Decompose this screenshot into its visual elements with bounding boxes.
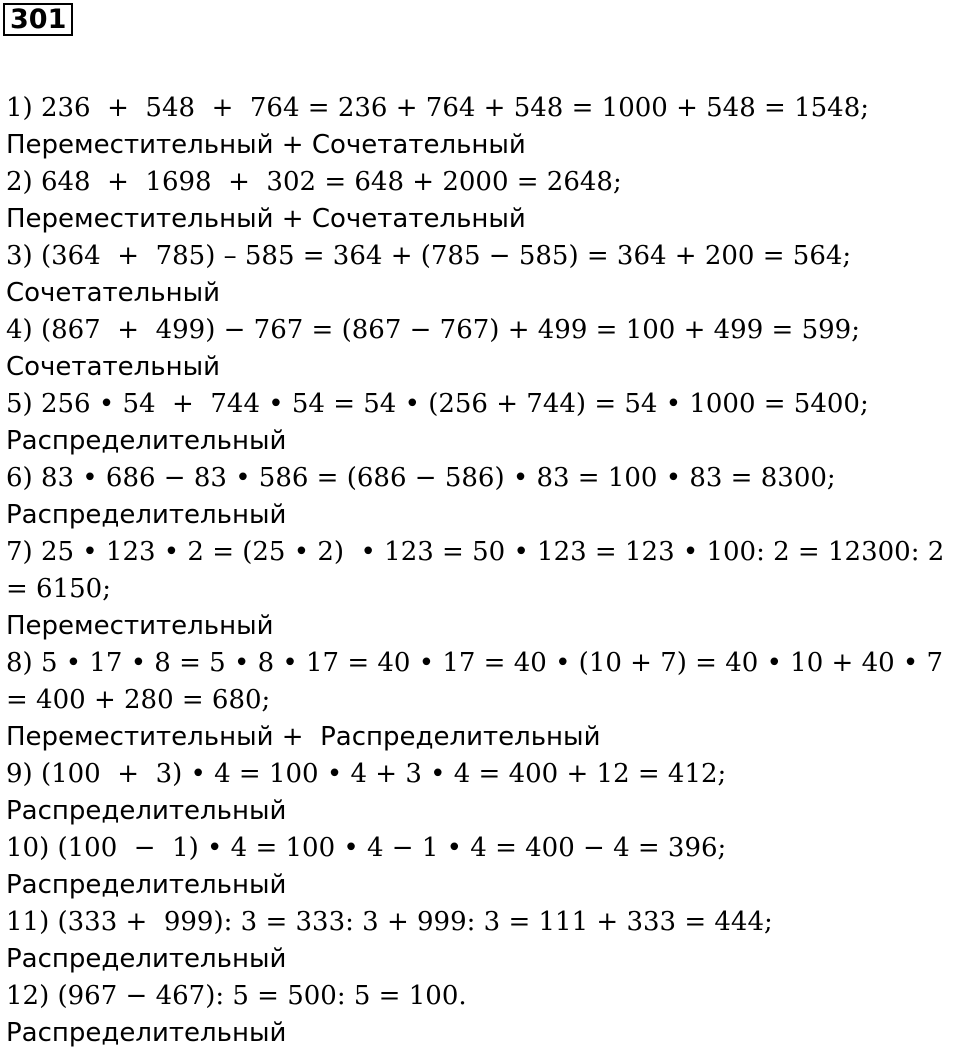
equation-line: 9) (100 + 3) • 4 = 100 • 4 + 3 • 4 = 400 + 12 = 412;: [6, 759, 727, 789]
equation-line: 6) 83 • 686 − 83 • 586 = (686 − 586) • 83 = 100 • 83 = 8300;: [6, 463, 836, 493]
equation-line: = 400 + 280 = 680;: [6, 685, 271, 715]
equation-line: 7) 25 • 123 • 2 = (25 • 2) • 123 = 50 • 123 = 123 • 100: 2 = 12300: 2: [6, 537, 945, 567]
property-label: Сочетательный: [6, 278, 221, 308]
equation-line: 10) (100 − 1) • 4 = 100 • 4 − 1 • 4 = 400 − 4 = 396;: [6, 833, 727, 863]
property-label: Распределительный: [6, 1018, 287, 1048]
equation-line: 5) 256 • 54 + 744 • 54 = 54 • (256 + 744) = 54 • 1000 = 5400;: [6, 389, 869, 419]
equation-line: 11) (333 + 999): 3 = 333: 3 + 999: 3 = 111 + 333 = 444;: [6, 907, 773, 937]
equation-line: 8) 5 • 17 • 8 = 5 • 8 • 17 = 40 • 17 = 40 • (10 + 7) = 40 • 10 + 40 • 7: [6, 648, 944, 678]
property-label: Переместительный + Сочетательный: [6, 204, 526, 234]
equation-line: 12) (967 − 467): 5 = 500: 5 = 100.: [6, 981, 467, 1011]
equation-line: 4) (867 + 499) − 767 = (867 − 767) + 499 = 100 + 499 = 599;: [6, 315, 860, 345]
equation-line: 2) 648 + 1698 + 302 = 648 + 2000 = 2648;: [6, 167, 622, 197]
property-label: Распределительный: [6, 870, 287, 900]
property-label: Распределительный: [6, 944, 287, 974]
solution-text: [6, 90, 960, 1052]
property-label: Переместительный: [6, 611, 274, 641]
equation-line: 1) 236 + 548 + 764 = 236 + 764 + 548 = 1000 + 548 = 1548;: [6, 93, 870, 123]
equation-line: 3) (364 + 785) – 585 = 364 + (785 − 585) = 364 + 200 = 564;: [6, 241, 852, 271]
property-label: Распределительный: [6, 500, 287, 530]
property-label: Переместительный + Сочетательный: [6, 130, 526, 160]
property-label: Сочетательный: [6, 352, 221, 382]
task-number-box: [3, 3, 73, 36]
property-label: Переместительный + Распределительный: [6, 722, 601, 752]
property-label: Распределительный: [6, 426, 287, 456]
property-label: Распределительный: [6, 796, 287, 826]
task-number: 301: [10, 4, 67, 35]
equation-line: = 6150;: [6, 574, 111, 604]
